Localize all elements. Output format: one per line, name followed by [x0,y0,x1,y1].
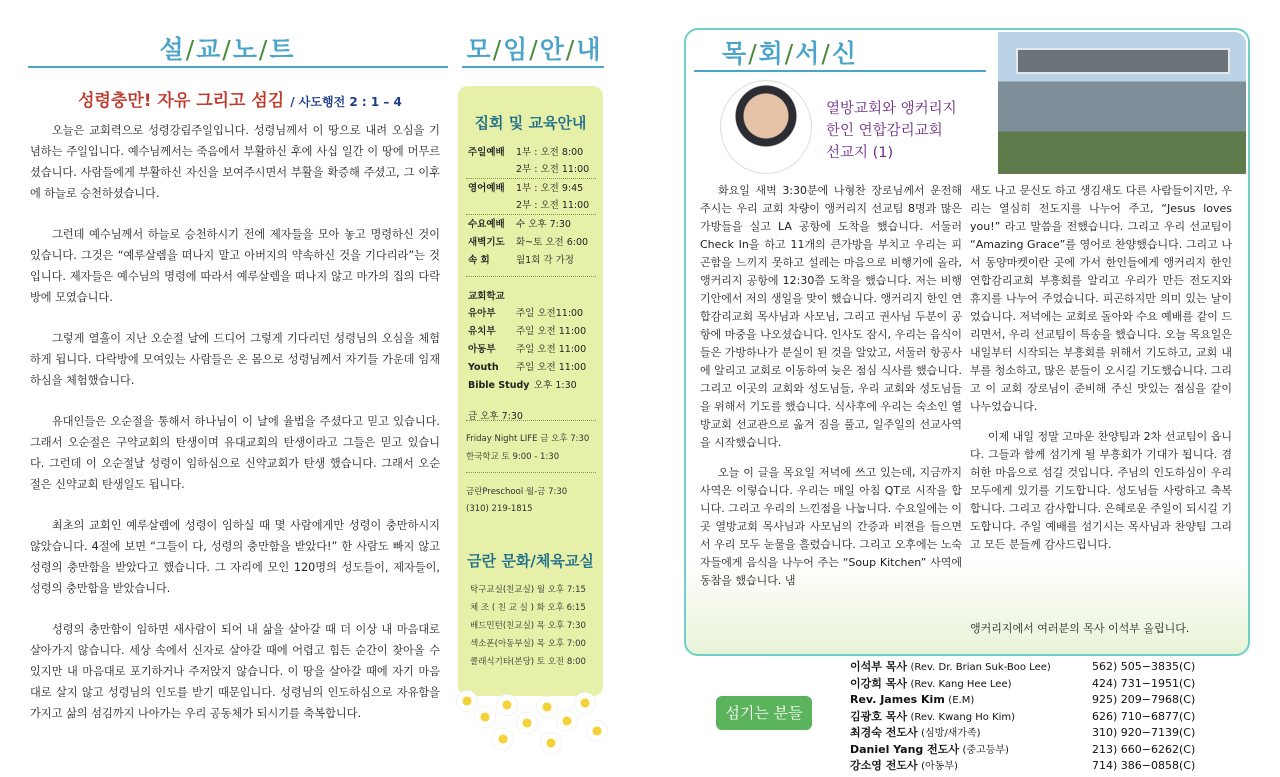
letter-heading [826,98,996,164]
schedule-row [468,199,596,212]
schedule-value: 화~토 오전 6:00 [516,237,589,248]
staff-phone: 310) 920−7139(C) [1092,726,1196,739]
schedule-row [468,379,596,392]
divider [466,214,596,215]
friday-night-life: Friday Night LIFE 금 오후 7:30 [466,434,590,444]
staff-name: 이석부 목사 [850,660,907,673]
scripture-reference: / 사도행전 2 : 1 – 4 [290,95,402,109]
title-char: 내 [576,35,603,64]
title-char: 노 [232,35,259,64]
korean-school: 한국학교 토 9:00 - 1:30 [466,452,560,462]
staff-detail: (E.M) [948,695,975,706]
staff-detail: (아동부) [921,761,958,772]
staff-detail: (심방/새가족) [921,728,981,739]
letter-heading-line: 선교지 (1) [826,145,894,161]
staff-row [850,725,1250,742]
title-char: 임 [503,35,530,64]
schedule-row [468,146,596,159]
letter-column-title: 목/회/서/신 [722,39,858,68]
staff-phone: 925) 209−7968(C) [1092,693,1196,706]
staff-detail: (Rev. Kwang Ho Kim) [910,711,1016,723]
worship-schedule-heading: 집회 및 교육안내 [474,114,587,132]
sermon-paragraph: 오늘은 교회력으로 성령강림주일입니다. 성령님께서 이 땅으로 내려 오심을 기념하는 주일입니다. 예수님께서는 죽음에서 부활하신 후에 사십 일간 이 땅에 머무르셨습니다. 사람들에게 부활하신 자신을 보여주시면서 부활을 확증해 주셨고, 그 이후에 하늘로 승천하셨습니다. [30,124,440,200]
staff-row [850,709,1250,726]
letter-paragraph: 새도 나고 문신도 하고 생김새도 다른 사람들이지만, 우리는 열심히 전도지를 나누어 주고, “Jesus loves you!” 라고 말씀을 전했습니다. 그리고 우리 선교팀이 “Amazing Grace”를 영어로 찬양했습니다. 그리고 나서 동양마켓이란 곳에 가서 한인들에게 앵커리지 한인 연합감리교회 부흥회를 알리고 우리가 만든 전도지와 휴지를 나누어 주었습니다. 피곤하지만 의미 있는 날이었습니다. 저녁에는 교회로 돌아와 수요 예배를 같이 드리면서, 우리 선교팀이 특송을 했습니다. 오늘 목요일은 내일부터 시작되는 부흥회를 위해서 기도하고, 교회 내부를 청소하고, 많은 분들이 오시길 기도했습니다. 그리고 이 교회 장로님이 준비해 주신 맛있는 점심을 같이 나누었습니다. [970,184,1232,413]
schedule-row [468,218,596,231]
sermon-paragraph: 그렇게 열흘이 지난 오순절 날에 드디어 그렇게 기다리던 성령님의 오심을 체험하게 됩니다. 다락방에 모여있는 사람들은 온 몸으로 성령님께서 자기들 가운데 임재하심을 체험했습니다. [30,332,440,387]
staff-list [850,659,1250,775]
activity-item: 탁구교실(친교실) 월 오후 7:15 [470,585,586,595]
meeting-column-title: 모/임/안/내 [466,35,603,64]
staff-detail: (Rev. Dr. Brian Suk-Boo Lee) [910,662,1051,673]
letter-paragraph: 오늘 이 글을 목요일 저녁에 쓰고 있는데, 지금까지 사역은 이렇습니다. 우리는 매일 아침 QT로 시작을 합니다. 그리고 우리의 느낀점을 나눕니다. 수요일에는 이곳 열방교회 목사님과 사모님의 간증과 비젼을 들으면서 우리 모두 눈물을 흘렸습니다. 그리고 오후에는 노숙자들에게 음식을 나누어 주는 “Soup Kitchen” 사역에 동참을 했습니다. 냄 [700,466,962,587]
title-char: 서 [795,39,822,68]
title-char: 설 [159,35,186,64]
letter-paragraph: 이제 내일 정말 고마운 찬양팀과 2차 선교팀이 옵니다. 그들과 함께 섬기게 될 부흥회가 기대가 됩니다. 겸허한 마음으로 섬길 것입니다. 주님의 인도하심이 우리 모두에게 있기를 기도합니다. 성도님들 사랑하고 축복합니다. 그리고 감사합니다. 은혜로운 주일이 되시길 기도합니다. 주일 예배를 섬기시는 목사님과 찬양팀 그리고 모든 분들께 감사드립니다. [970,430,1232,551]
letter-signoff: 앵커리지에서 여러분의 목사 이석부 올립니다. [970,622,1190,635]
activity-item: 체 조 ( 친 교 실 ) 화 오후 6:15 [470,603,586,613]
schedule-value: 1부 : 오전 8:00 [516,147,584,158]
preschool-phone: (310) 219-1815 [466,504,533,514]
schedule-key: 주일예배 [468,147,505,158]
schedule-value: 금 오후 7:30 [468,411,523,422]
staff-name: 이강희 목사 [850,676,907,690]
schedule-key: Youth [468,362,499,373]
staff-row [850,659,1250,676]
title-char: 목 [722,39,749,68]
schedule-value: 1부 : 오전 9:45 [516,183,584,194]
schedule-row [468,182,596,195]
schedule-row [468,325,596,338]
schedule-value: 주일 오전11:00 [516,308,584,319]
letter-column-1 [700,182,962,602]
staff-name: 최경숙 전도사 [850,726,918,739]
staff-label-badge: 섬기는 분들 [716,696,812,730]
schedule-row [468,163,596,176]
letter-paragraph: 화요일 새벽 3:30분에 나형찬 장로님께서 운전해 주시는 우리 교회 차량이 앵커리지 선교팀 8명과 많은 가방들을 실고 LA 공항에 도착을 했습니다. 서둘러 Check In을 하고 11개의 큰가방을 부치고 우리는 피곤함을 느끼지 못하고 설레는 마음으로 비행기에 올라, 앵커리지 공항에 12:30쯤 도착을 했습니다. 저는 비행기안에서 저의 생일을 맞이 했습니다. 앵커리지 한인 연합감리교회 목사님과 사모님, 그리고 권사님 두분이 공항에 마중을 나오셨습니다. 인사도 잠시, 우리는 음식이 들은 가방하나가 분실이 된 것을 알았고, 서둘러 항공사에 알리고 교회로 이동하여 늦은 점심 식사를 했습니다. 그리고 이곳의 교회와 성도님들, 우리 교회와 성도님들을 위해서 기도를 했습니다. 식사후에 우리는 숙소인 열방교회 선교관으로 옮겨 짐을 풀고, 일주일의 선교사역을 시작했습니다. [700,184,962,449]
divider [466,420,596,421]
schedule-value: 오후 1:30 [534,380,577,391]
staff-phone: 714) 386−0858(C) [1092,759,1196,772]
title-char: 안 [539,35,566,64]
letter-heading-line: 열방교회와 앵커리지 [826,101,957,117]
sermon-column-title: 설/교/노/트 [159,35,296,64]
staff-name: 강소영 전도사 [850,759,918,772]
schedule-value: 수 오후 7:30 [516,219,571,230]
staff-row [850,676,1250,693]
staff-phone: 562) 505−3835(C) [1092,660,1196,673]
staff-name: Rev. James Kim [850,693,945,706]
schedule-key: 속 회 [468,255,490,266]
schedule-key: 아동부 [468,344,496,355]
schedule-value: 2부 : 오전 11:00 [516,164,590,175]
schedule-key: 유아부 [468,308,496,319]
staff-row [850,758,1250,775]
title-char: 신 [831,39,858,68]
divider [466,472,596,473]
sermon-title: 성령충만! 자유 그리고 섬김 [78,91,285,111]
pastor-portrait [720,80,812,174]
sermon-body [30,120,440,744]
sermon-paragraph: 최초의 교회인 예루살렘에 성령이 임하실 때 몇 사람에게만 성령이 충만하시지 않았습니다. 4절에 보면 “그들이 다, 성령의 충만함을 받았다!” 한 사람도 빠지 않고 성령의 충만함을 받았다고 했습니다. 그 자리에 모인 120명의 성도들이, 제자들이, 성령의 충만함을 받았습니다. [30,519,440,595]
sermon-paragraph: 유대인들은 오순절을 통해서 하나님이 이 날에 율법을 주셨다고 믿고 있습니다. 그래서 오순절은 구약교회의 탄생이며 유대교회의 탄생이라고 그들은 믿고 있습니다. 그런데 이 오순절날 성령이 임하심으로 신약교회가 탄생 했습니다. 그래서 오순절은 신약교회 탄생일도 됩니다. [30,415,440,491]
schedule-row [468,343,596,356]
divider [694,70,986,72]
sermon-paragraph: 그런데 예수님께서 하늘로 승천하시기 전에 제자들을 모아 놓고 명령하신 것이 있습니다. 그것은 “예루살렘을 떠나지 말고 아버지의 약속하신 것을 기다리라”는 것입니다. 제자들은 예수님의 명령에 따라서 예루살렘을 떠나지 않고 마가의 집의 다락방에 모였습니다. [30,228,440,304]
church-sign-photo-detail [1016,48,1230,74]
church-school-label: 교회학교 [468,291,505,302]
staff-name: Daniel Yang 전도사 [850,742,960,756]
activity-item: 섹소폰(아동부실) 목 오후 7:00 [470,639,586,649]
title-char: 회 [758,39,785,68]
schedule-key: 영어예배 [468,183,505,194]
staff-phone: 424) 731−1951(C) [1092,676,1196,690]
schedule-row [468,307,596,320]
title-char: 트 [269,35,296,64]
staff-phone: 213) 660−6262(C) [1092,742,1196,756]
staff-row [850,742,1250,759]
letter-heading-line: 한인 연합감리교회 [826,123,943,139]
schedule-value: 주일 오전 11:00 [516,344,587,355]
title-char: 모 [466,35,493,64]
schedule-value: 월1회 각 가정 [516,255,574,266]
divider [28,66,448,68]
staff-phone: 626) 710−6877(C) [1092,709,1196,723]
activity-item: 클래식기타(본당) 토 오전 8:00 [470,657,586,667]
culture-sports-heading: 금란 문화/체육교실 [467,552,594,570]
schedule-key: 수요예배 [468,219,505,230]
schedule-key: 새벽기도 [468,237,505,248]
sermon-paragraph: 성령의 충만함이 임하면 새사람이 되어 내 삶을 살아갈 때 더 이상 내 마음대로 살아가지 않습니다. 세상 속에서 신자로 살아갈 때에 어렵고 힘든 순간이 찾아올 수 있지만 내 마음대로 포기하거나 주저앉지 않습니다. 이 땅을 살아갈 때에 자기 마음대로 살지 않고 성령님의 인도를 받기 때문입니다. 성령님의 인도하심으로 자유함을 가지고 삶의 섬김까지 나아가는 우리 공동체가 되시기를 축복합니다. [30,623,440,720]
schedule-value: 2부 : 오전 11:00 [516,200,590,211]
schedule-key: 유치부 [468,326,496,337]
activity-item: 배드민턴(친교실) 목 오후 7:30 [470,621,586,631]
staff-detail: (중고등부) [962,744,1009,756]
schedule-row [468,254,596,267]
letter-column-2 [970,182,1232,566]
staff-detail: (Rev. Kang Hee Lee) [910,678,1012,690]
divider [466,276,596,277]
schedule-value: 주일 오전 11:00 [516,326,587,337]
schedule-row [468,236,596,249]
sermon-heading [30,86,450,111]
staff-row [850,692,1250,709]
divider [462,66,604,68]
preschool-hours: 금란Preschool 월-금 7:30 [466,487,568,497]
schedule-value: 주일 오전 11:00 [516,362,587,373]
schedule-row [468,361,596,374]
schedule-key: Bible Study [468,380,530,391]
divider [466,178,596,179]
title-char: 교 [196,35,223,64]
staff-name: 김광호 목사 [850,709,907,723]
